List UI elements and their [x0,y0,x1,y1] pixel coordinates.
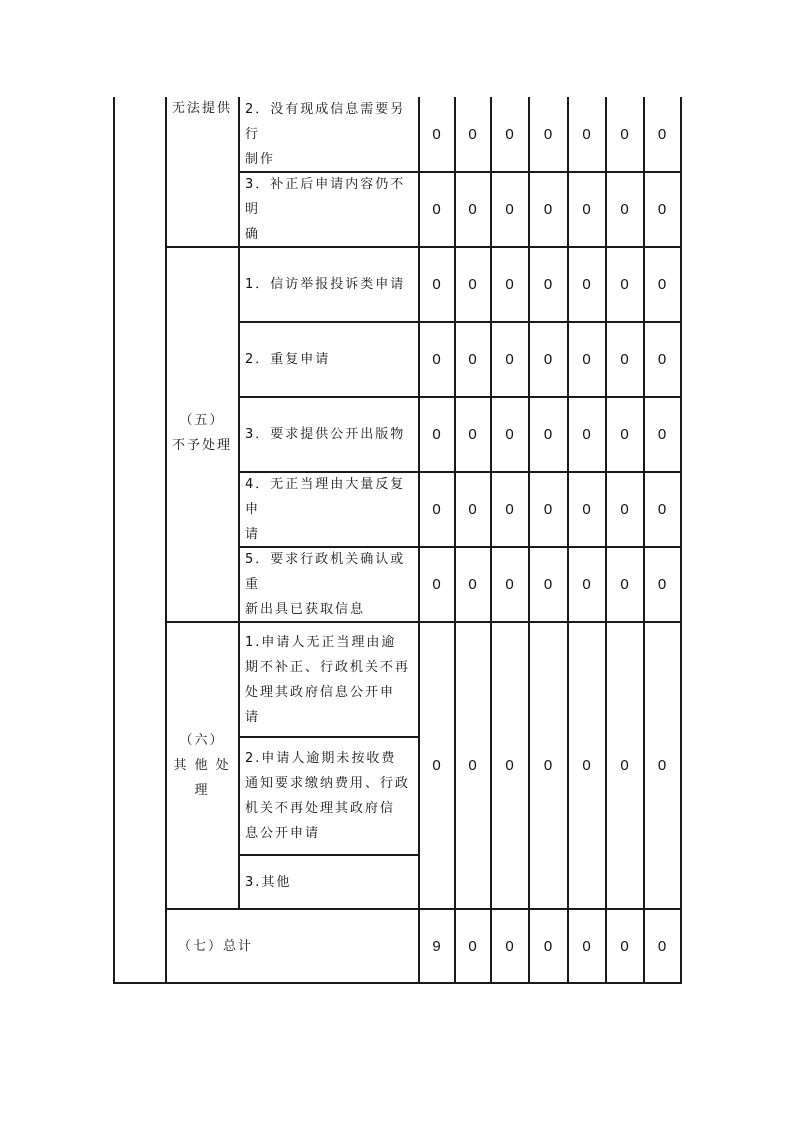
value-cell: 0 [657,426,667,443]
value-cell: 0 [582,501,591,518]
value-cell: 0 [543,937,553,955]
value-cell: 0 [468,937,477,955]
value-cell: 0 [505,351,514,368]
value-cell: 0 [657,276,667,293]
value-cell: 0 [582,201,591,218]
value-cell: 0 [620,756,629,774]
value-cell: 0 [505,126,514,143]
value-cell: 0 [543,351,553,368]
value-cell: 0 [432,351,441,368]
value-cell: 0 [468,501,477,518]
value-cell: 0 [657,756,667,774]
value-cell: 0 [543,576,553,593]
value-cell: 0 [543,426,553,443]
value-cell: 0 [620,501,629,518]
value-cell: 0 [432,756,441,774]
value-cell: 0 [582,276,591,293]
value-cell: 0 [582,426,591,443]
value-cell: 0 [582,576,591,593]
value-cell: 0 [620,351,629,368]
row-description: 2.申请人逾期未按收费 通知要求缴纳费用、行政 机关不再处理其政府信 息公开申请 [245,751,411,841]
value-cell: 0 [468,201,477,218]
value-cell: 0 [620,937,629,955]
value-cell: 0 [582,937,591,955]
row-description: 1．信访举报投诉类申请 [245,277,406,292]
table-border-right [680,97,682,984]
value-cell: 0 [657,501,667,518]
category-label: （五） 不予处理 [171,413,232,453]
value-cell: 0 [468,576,477,593]
value-cell: 0 [505,756,514,774]
value-cell: 0 [582,351,591,368]
value-cell: 0 [543,126,553,143]
row-description: 3.其他 [245,874,292,890]
value-cell: 0 [505,426,514,443]
value-cell: 0 [432,576,441,593]
value-cell: 0 [432,126,441,143]
value-cell: 0 [543,756,553,774]
value-cell: 0 [582,126,591,143]
value-cell: 0 [657,126,667,143]
table-border-left [113,97,115,984]
row-description: 2．没有现成信息需要另行 制作 [245,102,406,167]
value-cell: 0 [543,501,553,518]
value-cell: 0 [620,276,629,293]
value-cell: 0 [620,426,629,443]
value-cell: 0 [432,501,441,518]
value-cell: 0 [657,576,667,593]
value-cell: 0 [620,126,629,143]
value-cell: 0 [657,351,667,368]
value-cell: 0 [468,756,477,774]
value-cell: 0 [505,576,514,593]
total-label: （七）总计 [178,938,254,954]
row-description: 5．要求行政机关确认或重 新出具已获取信息 [245,552,406,617]
row-description: 2．重复申请 [245,352,331,367]
row-description: 4．无正当理由大量反复申 请 [245,477,406,542]
value-cell: 0 [468,276,477,293]
table-divider [165,97,167,984]
value-cell: 0 [468,351,477,368]
value-cell: 0 [657,937,667,955]
category-label: （六） 其 他 处 理 [173,732,231,798]
row-description: 3．补正后申请内容仍不明 确 [245,177,406,242]
value-cell: 9 [432,937,441,955]
row-description: 3．要求提供公开出版物 [245,427,406,442]
value-cell: 0 [543,201,553,218]
row-description: 1.申请人无正当理由逾 期不补正、行政机关不再 处理其政府信息公开申 请 [245,634,411,725]
value-cell: 0 [432,276,441,293]
value-cell: 0 [505,501,514,518]
value-cell: 0 [657,201,667,218]
value-cell: 0 [505,937,514,955]
value-cell: 0 [432,201,441,218]
value-cell: 0 [582,756,591,774]
value-cell: 0 [468,126,477,143]
value-cell: 0 [543,276,553,293]
value-cell: 0 [505,276,514,293]
value-cell: 0 [620,201,629,218]
category-label: 无法提供 [172,100,233,116]
value-cell: 0 [432,426,441,443]
value-cell: 0 [468,426,477,443]
value-cell: 0 [505,201,514,218]
value-cell: 0 [620,576,629,593]
